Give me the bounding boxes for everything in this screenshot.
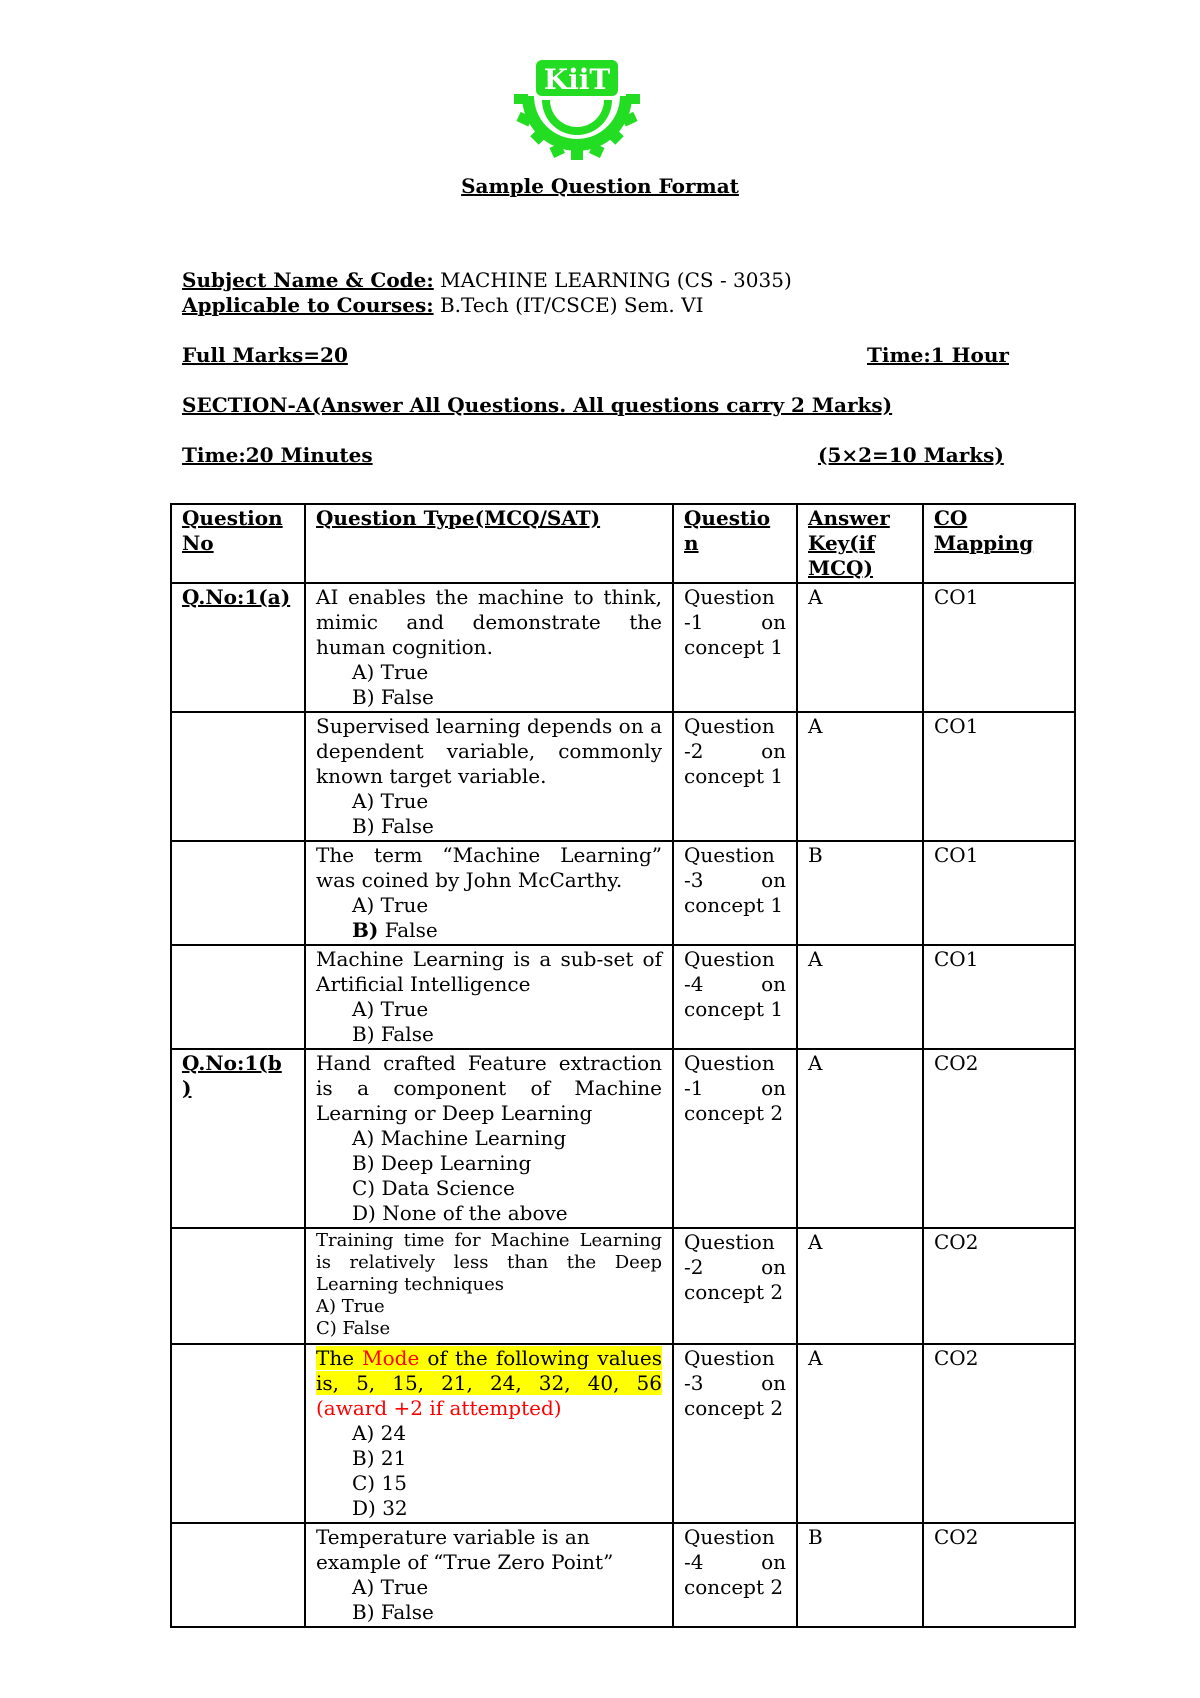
question-ref-concept: concept 2 xyxy=(684,1280,784,1304)
question-ref-line xyxy=(684,868,786,893)
question-ref-cell xyxy=(673,583,797,712)
co-mapping: CO2 xyxy=(923,1344,1075,1523)
option: A) True xyxy=(352,789,429,813)
co-mapping: CO1 xyxy=(923,945,1075,1049)
question-ref-cell xyxy=(673,1523,797,1627)
option-text: False xyxy=(378,918,438,942)
option: C) 15 xyxy=(352,1471,407,1495)
question-ref: Question xyxy=(684,843,775,867)
question-ref-cell xyxy=(673,1049,797,1228)
answer-key: A xyxy=(797,1228,923,1344)
question-ref-concept: concept 1 xyxy=(684,997,784,1021)
question-text-cell xyxy=(305,583,673,712)
question-stem: Supervised learning depends on a dependent variable, commonly known target variable. xyxy=(316,714,662,788)
option xyxy=(316,918,662,943)
question-ref: Question xyxy=(684,714,775,738)
question-ref-line xyxy=(684,739,786,764)
question-number xyxy=(171,1228,305,1344)
question-number: Q.No:1(a) xyxy=(171,583,305,712)
question-ref: Question xyxy=(684,947,775,971)
question-text-cell xyxy=(305,1344,673,1523)
subject-line xyxy=(182,268,792,292)
courses-value: B.Tech (IT/CSCE) Sem. VI xyxy=(433,293,704,317)
question-text-cell xyxy=(305,841,673,945)
header-question-type: Question Type(MCQ/SAT) xyxy=(305,504,673,583)
question-ref-concept: concept 2 xyxy=(684,1575,784,1599)
question-ref-concept: concept 1 xyxy=(684,893,784,917)
option: B) False xyxy=(352,814,434,838)
question-ref-cell xyxy=(673,1344,797,1523)
header-co-mapping: CO Mapping xyxy=(923,504,1075,583)
question-ref-line xyxy=(684,1255,786,1280)
question-ref-cell xyxy=(673,712,797,841)
subject-value: MACHINE LEARNING (CS - 3035) xyxy=(433,268,792,292)
co-mapping: CO2 xyxy=(923,1523,1075,1627)
question-ref-num: -4 xyxy=(684,972,704,996)
stem-part: of the following values is, 5, 15, 21, 24, 32, 40, 56 xyxy=(316,1346,662,1395)
stem-part-emphasis: Mode xyxy=(362,1346,420,1370)
question-ref-on: on xyxy=(761,1255,786,1279)
co-mapping: CO2 xyxy=(923,1049,1075,1228)
question-text-cell xyxy=(305,1523,673,1627)
page-title: Sample Question Format xyxy=(461,174,739,198)
stem-part-award: (award +2 if attempted) xyxy=(316,1396,562,1420)
question-ref-line xyxy=(684,1371,786,1396)
question-ref-concept: concept 1 xyxy=(684,764,784,788)
question-number xyxy=(171,841,305,945)
option: A) True xyxy=(352,660,429,684)
question-ref-num: -3 xyxy=(684,868,704,892)
courses-line xyxy=(182,293,703,317)
question-ref: Question xyxy=(684,1525,775,1549)
question-ref-concept: concept 2 xyxy=(684,1396,784,1420)
header-answer-key: Answer Key(if MCQ) xyxy=(797,504,923,583)
question-ref: Question xyxy=(684,1346,775,1370)
question-ref-num: -1 xyxy=(684,1076,704,1100)
header-question: Questio n xyxy=(673,504,797,583)
question-ref-on: on xyxy=(761,739,786,763)
answer-key: A xyxy=(797,712,923,841)
question-number xyxy=(171,945,305,1049)
table-row xyxy=(171,841,1075,945)
question-stem: Training time for Machine Learning is relatively less than the Deep Learning techniques xyxy=(316,1230,662,1295)
question-ref-on: on xyxy=(761,1076,786,1100)
total-time: Time:1 Hour xyxy=(867,343,1009,367)
question-ref-cell xyxy=(673,841,797,945)
question-number xyxy=(171,1344,305,1523)
table-row xyxy=(171,945,1075,1049)
option: D) 32 xyxy=(352,1496,408,1520)
table-row xyxy=(171,1523,1075,1627)
option: A) True xyxy=(316,1296,385,1317)
question-text-cell xyxy=(305,1228,673,1344)
question-ref-num: -2 xyxy=(684,739,704,763)
question-ref-line xyxy=(684,972,786,997)
kiit-logo xyxy=(512,56,642,160)
question-ref-on: on xyxy=(761,610,786,634)
question-ref-line xyxy=(684,610,786,635)
question-stem xyxy=(316,1346,662,1421)
question-ref-on: on xyxy=(761,868,786,892)
option: A) Machine Learning xyxy=(352,1126,567,1150)
question-text-cell xyxy=(305,945,673,1049)
option: B) False xyxy=(352,685,434,709)
courses-label: Applicable to Courses: xyxy=(182,293,434,317)
question-ref-cell xyxy=(673,945,797,1049)
subject-label: Subject Name & Code: xyxy=(182,268,434,292)
question-ref-on: on xyxy=(761,972,786,996)
question-ref-cell xyxy=(673,1228,797,1344)
answer-key: B xyxy=(797,841,923,945)
question-ref-line xyxy=(684,1550,786,1575)
option: B) Deep Learning xyxy=(352,1151,532,1175)
answer-key: A xyxy=(797,1049,923,1228)
question-ref: Question xyxy=(684,1051,775,1075)
answer-key: A xyxy=(797,945,923,1049)
section-heading: SECTION-A(Answer All Questions. All questions carry 2 Marks) xyxy=(182,393,893,417)
option: D) None of the above xyxy=(352,1201,568,1225)
option: C) Data Science xyxy=(352,1176,515,1200)
question-ref-num: -2 xyxy=(684,1255,704,1279)
option-letter: B) xyxy=(352,918,379,942)
section-marks: (5×2=10 Marks) xyxy=(818,443,1004,467)
table-header-row xyxy=(171,504,1075,583)
table-row xyxy=(171,712,1075,841)
section-time: Time:20 Minutes xyxy=(182,443,373,467)
question-ref-num: -3 xyxy=(684,1371,704,1395)
option: B) False xyxy=(352,1022,434,1046)
co-mapping: CO2 xyxy=(923,1228,1075,1344)
co-mapping: CO1 xyxy=(923,712,1075,841)
option: B) False xyxy=(352,1600,434,1624)
question-stem: Machine Learning is a sub-set of Artificial Intelligence xyxy=(316,947,662,996)
table-row xyxy=(171,1344,1075,1523)
question-stem: AI enables the machine to think, mimic and demonstrate the human cognition. xyxy=(316,585,662,659)
answer-key: B xyxy=(797,1523,923,1627)
question-ref-concept: concept 1 xyxy=(684,635,784,659)
question-number xyxy=(171,1523,305,1627)
logo-text: KiiT xyxy=(543,63,611,96)
option: A) True xyxy=(352,997,429,1021)
answer-key: A xyxy=(797,583,923,712)
answer-key: A xyxy=(797,1344,923,1523)
question-ref-num: -1 xyxy=(684,610,704,634)
question-ref-num: -4 xyxy=(684,1550,704,1574)
question-ref: Question xyxy=(684,585,775,609)
co-mapping: CO1 xyxy=(923,841,1075,945)
full-marks: Full Marks=20 xyxy=(182,343,348,367)
question-number xyxy=(171,712,305,841)
table-row xyxy=(171,583,1075,712)
question-stem: Temperature variable is an example of “True Zero Point” xyxy=(316,1525,614,1574)
question-ref: Question xyxy=(684,1230,775,1254)
option: B) 21 xyxy=(352,1446,407,1470)
question-stem: Hand crafted Feature extraction is a component of Machine Learning or Deep Learning xyxy=(316,1051,662,1125)
table-row xyxy=(171,1049,1075,1228)
question-stem: The term “Machine Learning” was coined by John McCarthy. xyxy=(316,843,662,892)
question-text-cell xyxy=(305,1049,673,1228)
option: C) False xyxy=(316,1318,391,1339)
question-text-cell xyxy=(305,712,673,841)
co-mapping: CO1 xyxy=(923,583,1075,712)
option: A) 24 xyxy=(352,1421,407,1445)
header-question-no: Question No xyxy=(171,504,305,583)
question-ref-concept: concept 2 xyxy=(684,1101,784,1125)
question-ref-line xyxy=(684,1076,786,1101)
stem-part: The xyxy=(316,1346,363,1370)
question-ref-on: on xyxy=(761,1371,786,1395)
option: A) True xyxy=(352,1575,429,1599)
question-number: Q.No:1(b ) xyxy=(171,1049,305,1228)
table-row xyxy=(171,1228,1075,1344)
option: A) True xyxy=(352,893,429,917)
question-ref-on: on xyxy=(761,1550,786,1574)
question-table xyxy=(170,503,1076,1628)
